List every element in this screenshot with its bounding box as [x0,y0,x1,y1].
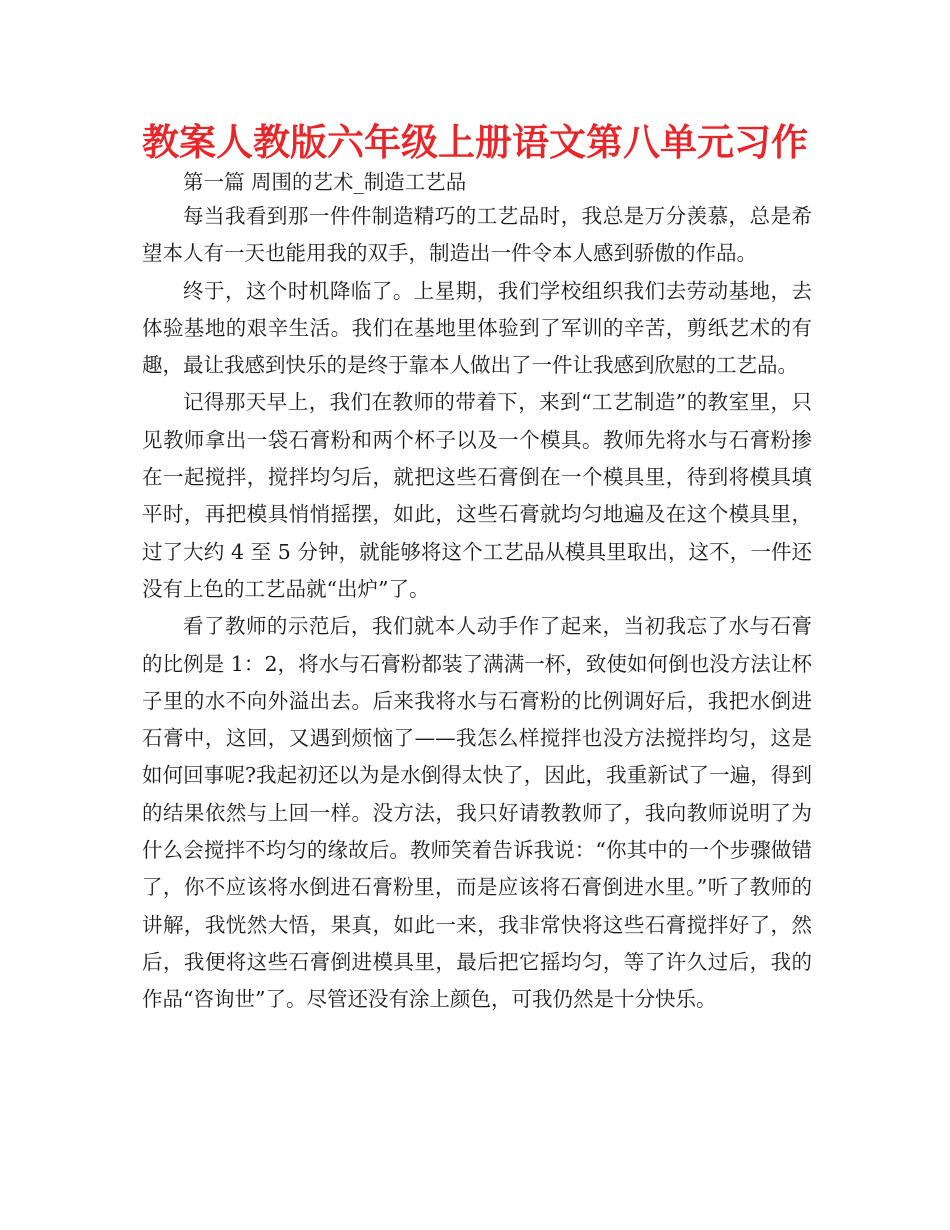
paragraph: 每当我看到那一件件制造精巧的工艺品时，我总是万分羡慕，总是希望本人有一天也能用我的双手，制造出一件令本人感到骄傲的作品。 [142,204,812,266]
document-body [142,166,812,1019]
paragraph: 看了教师的示范后，我们就本人动手作了起来，当初我忘了水与石膏的比例是 1：2，将水与石膏粉都装了满满一杯，致使如何倒也没方法让杯子里的水不向外溢出去。后来我将水与石膏粉的比例调好后，我把水倒进石膏中，这回，又遇到烦恼了——我怎么样搅拌也没方法搅拌均匀，这是如何回事呢?我起初还以为是水倒得太快了，因此，我重新试了一遍，得到的结果依然与上回一样。没方法，我只好请教教师了，我向教师说明了为什么会搅拌不均匀的缘故后。教师笑着告诉我说：“你其中的一个步骤做错了，你不应该将水倒进石膏粉里，而是应该将石膏倒进水里。”听了教师的讲解，我恍然大悟，果真，如此一来，我非常快将这些石膏搅拌好了，然后，我便将这些石膏倒进模具里，最后把它摇均匀，等了许久过后，我的作品“咨询世”了。尽管还没有涂上颜色，可我仍然是十分快乐。 [142,614,812,1012]
document-title: 教案人教版六年级上册语文第八单元习作 [142,121,808,164]
section-subtitle: 第一篇 周围的艺术_制造工艺品 [183,170,467,194]
paragraph: 终于，这个时机降临了。上星期，我们学校组织我们去劳动基地，去体验基地的艰辛生活。我们在基地里体验到了军训的辛苦，剪纸艺术的有趣，最让我感到快乐的是终于靠本人做出了一件让我感到欣慰的工艺品。 [142,278,812,378]
paragraph: 记得那天早上，我们在教师的带着下，来到“工艺制造”的教室里，只见教师拿出一袋石膏粉和两个杯子以及一个模具。教师先将水与石膏粉掺在一起搅拌，搅拌均匀后，就把这些石膏倒在一个模具里，待到将模具填平时，再把模具悄悄摇摆，如此，这些石膏就均匀地遍及在这个模具里，过了大约 4 至 5 分钟，就能够将这个工艺品从模具里取出，这不，一件还没有上色的工艺品就“出炉”了。 [142,390,812,601]
